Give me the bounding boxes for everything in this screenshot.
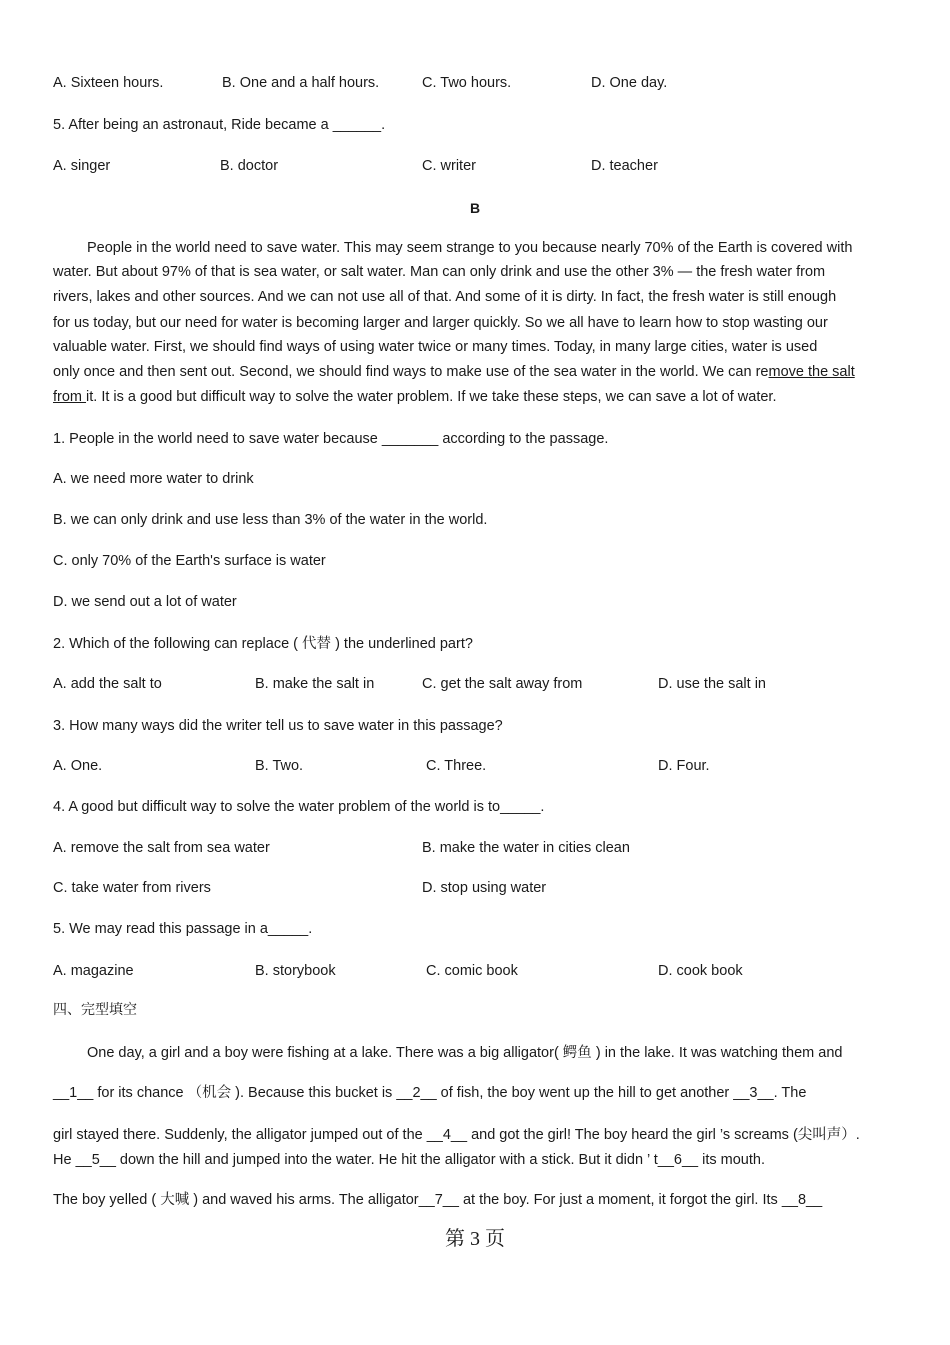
- passage-line: for us today, but our need for water is becoming larger and larger quickly. So we all have to learn how to stop wasting our: [53, 315, 828, 331]
- option-d: D. cook book: [658, 963, 743, 979]
- option-c: C. Two hours.: [422, 75, 512, 91]
- passage-line: People in the world need to save water. This may seem strange to you because nearly 70% of the Earth is covered with: [87, 240, 853, 256]
- question-text: 3. How many ways did the writer tell us to save water in this passage?: [53, 718, 503, 734]
- option-b: B. doctor: [220, 158, 279, 174]
- section-title: 四、完型填空: [53, 1002, 137, 1018]
- option-b: B. storybook: [255, 963, 336, 979]
- option-c: C. take water from rivers: [53, 880, 211, 896]
- passage-line: [53, 363, 855, 381]
- option-a: A. Sixteen hours.: [53, 75, 164, 91]
- page-number: 第 3 页: [445, 1228, 505, 1250]
- section-label: B: [469, 200, 481, 216]
- cloze-line: __1__ for its chance （机会 ). Because this bucket is __2__ of fish, the boy went up the hill to get another __3__. The: [53, 1085, 807, 1101]
- option-b: B. Two.: [255, 758, 304, 774]
- option-c: C. comic book: [426, 963, 518, 979]
- option-d: D. teacher: [591, 158, 658, 174]
- option-c: C. get the salt away from: [422, 676, 583, 692]
- cloze-line: He __5__ down the hill and jumped into the water. He hit the alligator with a stick. But it didn ’ t__6__ its mouth.: [53, 1152, 765, 1168]
- option-b: B. make the water in cities clean: [422, 840, 630, 856]
- option-c: C. writer: [422, 158, 476, 174]
- underlined-phrase: move the salt: [768, 364, 855, 380]
- option-a: A. add the salt to: [53, 676, 162, 692]
- cloze-line: The boy yelled ( 大喊 ) and waved his arms. The alligator__7__ at the boy. For just a moment, it forgot the girl. Its __8__: [53, 1192, 823, 1208]
- option-a: A. singer: [53, 158, 111, 174]
- cloze-line: One day, a girl and a boy were fishing at a lake. There was a big alligator( 鳄鱼 ) in the lake. It was watching them and: [87, 1045, 843, 1061]
- passage-line: rivers, lakes and other sources. And we can not use all of that. And some of it is dirty. In fact, the fresh water is still enough: [53, 289, 837, 305]
- option-d: D. stop using water: [422, 880, 547, 896]
- option-c: C. only 70% of the Earth's surface is water: [53, 553, 326, 569]
- question-text: 2. Which of the following can replace ( 代替 ) the underlined part?: [53, 636, 473, 652]
- option-a: A. we need more water to drink: [53, 471, 254, 487]
- option-c: C. Three.: [426, 758, 487, 774]
- question-text: 5. We may read this passage in a_____.: [53, 921, 313, 937]
- question-text: 5. After being an astronaut, Ride became a ______.: [53, 117, 386, 133]
- option-d: D. use the salt in: [658, 676, 766, 692]
- option-d: D. Four.: [658, 758, 710, 774]
- option-b: B. make the salt in: [255, 676, 375, 692]
- question-text: 4. A good but difficult way to solve the water problem of the world is to_____.: [53, 799, 545, 815]
- option-d: D. One day.: [591, 75, 668, 91]
- option-d: D. we send out a lot of water: [53, 594, 237, 610]
- passage-line: valuable water. First, we should find ways of using water twice or many times. Today, in many large cities, water is used: [53, 339, 818, 355]
- passage-line: water. But about 97% of that is sea water, or salt water. Man can only drink and use the other 3% — the fresh water from: [53, 264, 826, 280]
- question-text: 1. People in the world need to save water because _______ according to the passage.: [53, 431, 609, 447]
- option-a: A. One.: [53, 758, 103, 774]
- option-b: B. One and a half hours.: [222, 75, 380, 91]
- passage-text: it. It is a good but difficult way to solve the water problem. If we take these steps, we can save a lot of water.: [86, 389, 777, 405]
- underlined-phrase: from: [53, 389, 87, 405]
- cloze-line: girl stayed there. Suddenly, the alligator jumped out of the __4__ and got the girl! The boy heard the girl ’s screams (尖叫声）.: [53, 1127, 860, 1143]
- option-a: A. remove the salt from sea water: [53, 840, 270, 856]
- passage-text: only once and then sent out. Second, we should find ways to make use of the sea water in the world. We can re: [53, 364, 769, 380]
- option-a: A. magazine: [53, 963, 134, 979]
- passage-line: [53, 388, 776, 406]
- option-b: B. we can only drink and use less than 3% of the water in the world.: [53, 512, 488, 528]
